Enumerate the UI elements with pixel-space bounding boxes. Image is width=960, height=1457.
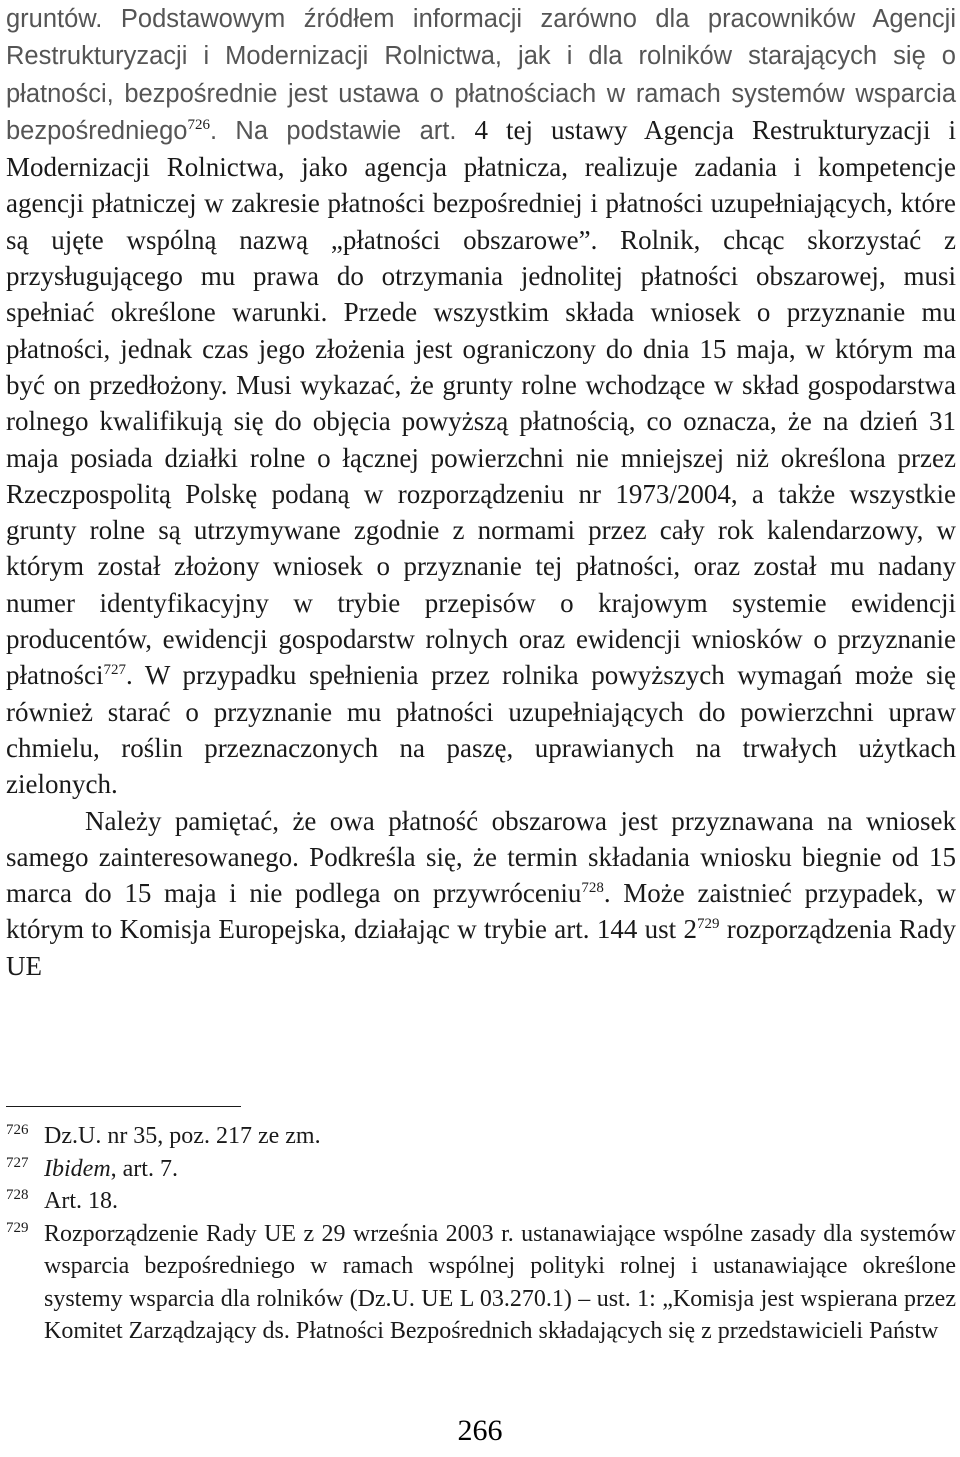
text-run: płatności bezpośredniej i płatności uzupełniających, które są ujęte wspólną nazwą „płatności obszarowe”. (6, 188, 956, 255)
footnote (6, 1153, 956, 1186)
document-page (6, 0, 956, 1457)
text-run: . W przypadku spełnienia przez rolnika powyższych wymagań może się również starać o przyznanie mu płatności uzupełniających do powierzchni upraw chmielu, roślin przeznaczonych na paszę, uprawianych na trwałych użytkach zielonych. (6, 660, 956, 800)
text-run: . Może zaistnieć przypadek, w którym to Komisja Europejska, działając w trybie art. 144 ust 2 (6, 878, 956, 945)
footnote-ref: 728 (581, 880, 604, 897)
footnote-ref: 727 (103, 662, 126, 679)
footnote-text: Dz.U. nr 35, poz. 217 ze zm. (44, 1123, 321, 1149)
text-run: rozporządzenia Rady UE (6, 914, 956, 981)
footnote-number: 728 (6, 1187, 29, 1203)
text-run: musi spełniać określone warunki. (6, 261, 956, 328)
paragraph-2 (6, 803, 956, 984)
text-run: Należy pamiętać, że owa płatność obszarowa jest przyznawana na wniosek samego zainteresowanego. Podkreśla się, że termin składania wniosku biegnie od 15 marca do 15 maja i nie podlega on przywróceniu (6, 805, 956, 909)
footnote (6, 1185, 956, 1218)
text-run: Musi wykazać, że grunty rolne wchodzące w skład gospodarstwa rolnego kwalifikują się do objęcia powyższą płatnością, co oznacza, że na dzień 31 maja posiada działki rolne o łącznej powierzchni nie mniejszej niż określona przez Rzeczpospolitą Polskę podaną w rozporządzeniu nr 1973/2004, a także wszystkie grunty rolne są utrzymywane zgodnie z normami przez cały rok kalendarzowy, w którym został złożony wniosek o przyznanie tej płatności, oraz został mu nadany numer identyfikacyjny w trybie przepisów o krajowym systemie ewidencji producentów, ewidencji gospodarstw rolnych oraz ewidencji wniosków o przyznanie płatności (6, 369, 956, 691)
footnote (6, 1120, 956, 1153)
footnote-number: 726 (6, 1122, 29, 1138)
footnote-text (44, 1153, 956, 1186)
footnote-ref: 729 (696, 916, 720, 933)
paragraph-1 (6, 0, 956, 803)
footnote-separator (6, 1106, 241, 1107)
footnote-ref: 726 (187, 116, 210, 133)
footnote-text-run: , art. 7. (110, 1155, 178, 1182)
sans-run: . Na podstawie art. (209, 116, 457, 145)
text-run: Rolnik, chcąc skorzystać z przysługującego mu prawa do otrzymania jednolitej płatności obszarowej, (6, 224, 956, 292)
footnote-text: Art. 18. (44, 1188, 118, 1214)
text-run: Przede wszystkim składa wniosek o przyznanie mu płatności, jednak czas jego złożenia jest ograniczony do (6, 297, 957, 364)
text-run: 4 tej ustawy Agencja Restrukturyzacji i Modernizacji Rolnictwa, jako agencja płatnicza, realizuje zadania i kompetencje agencji płatniczej w zakresie (6, 114, 956, 219)
text-run: dnia 15 maja, w którym ma być on przedłożony. (6, 333, 956, 400)
sans-run: gruntów. Podstawowym źródłem informacji zarówno dla pracowników Agencji Restrukturyzacji i Modernizacji Rolnictwa, jak i dla rolników starających się o płatności, bezpośrednie jest ustawa o płatnościach w ramach systemów wsparcia bezpośredniego (6, 5, 956, 145)
footnote (6, 1218, 956, 1348)
footnote-text: Rozporządzenie Rady UE z 29 września 2003 r. ustanawiające wspólne zasady dla systemów wsparcia bezpośredniego w ramach wspólnej polityki rolnej i ustanawiające określone systemy wsparcia dla rolników (Dz.U. UE L 03.270.1) – ust. 1: „Komisja jest wspierana przez Komitet Zarządzający ds. Płatności Bezpośrednich składających się z przedstawicieli Państw (44, 1220, 956, 1344)
page-number: 266 (457, 1414, 503, 1447)
footnote-italic: Ibidem (44, 1155, 111, 1182)
footnotes (6, 1120, 956, 1348)
footnote-number: 729 (6, 1219, 29, 1236)
footnote-number: 727 (6, 1154, 29, 1171)
body-text (6, 0, 956, 984)
